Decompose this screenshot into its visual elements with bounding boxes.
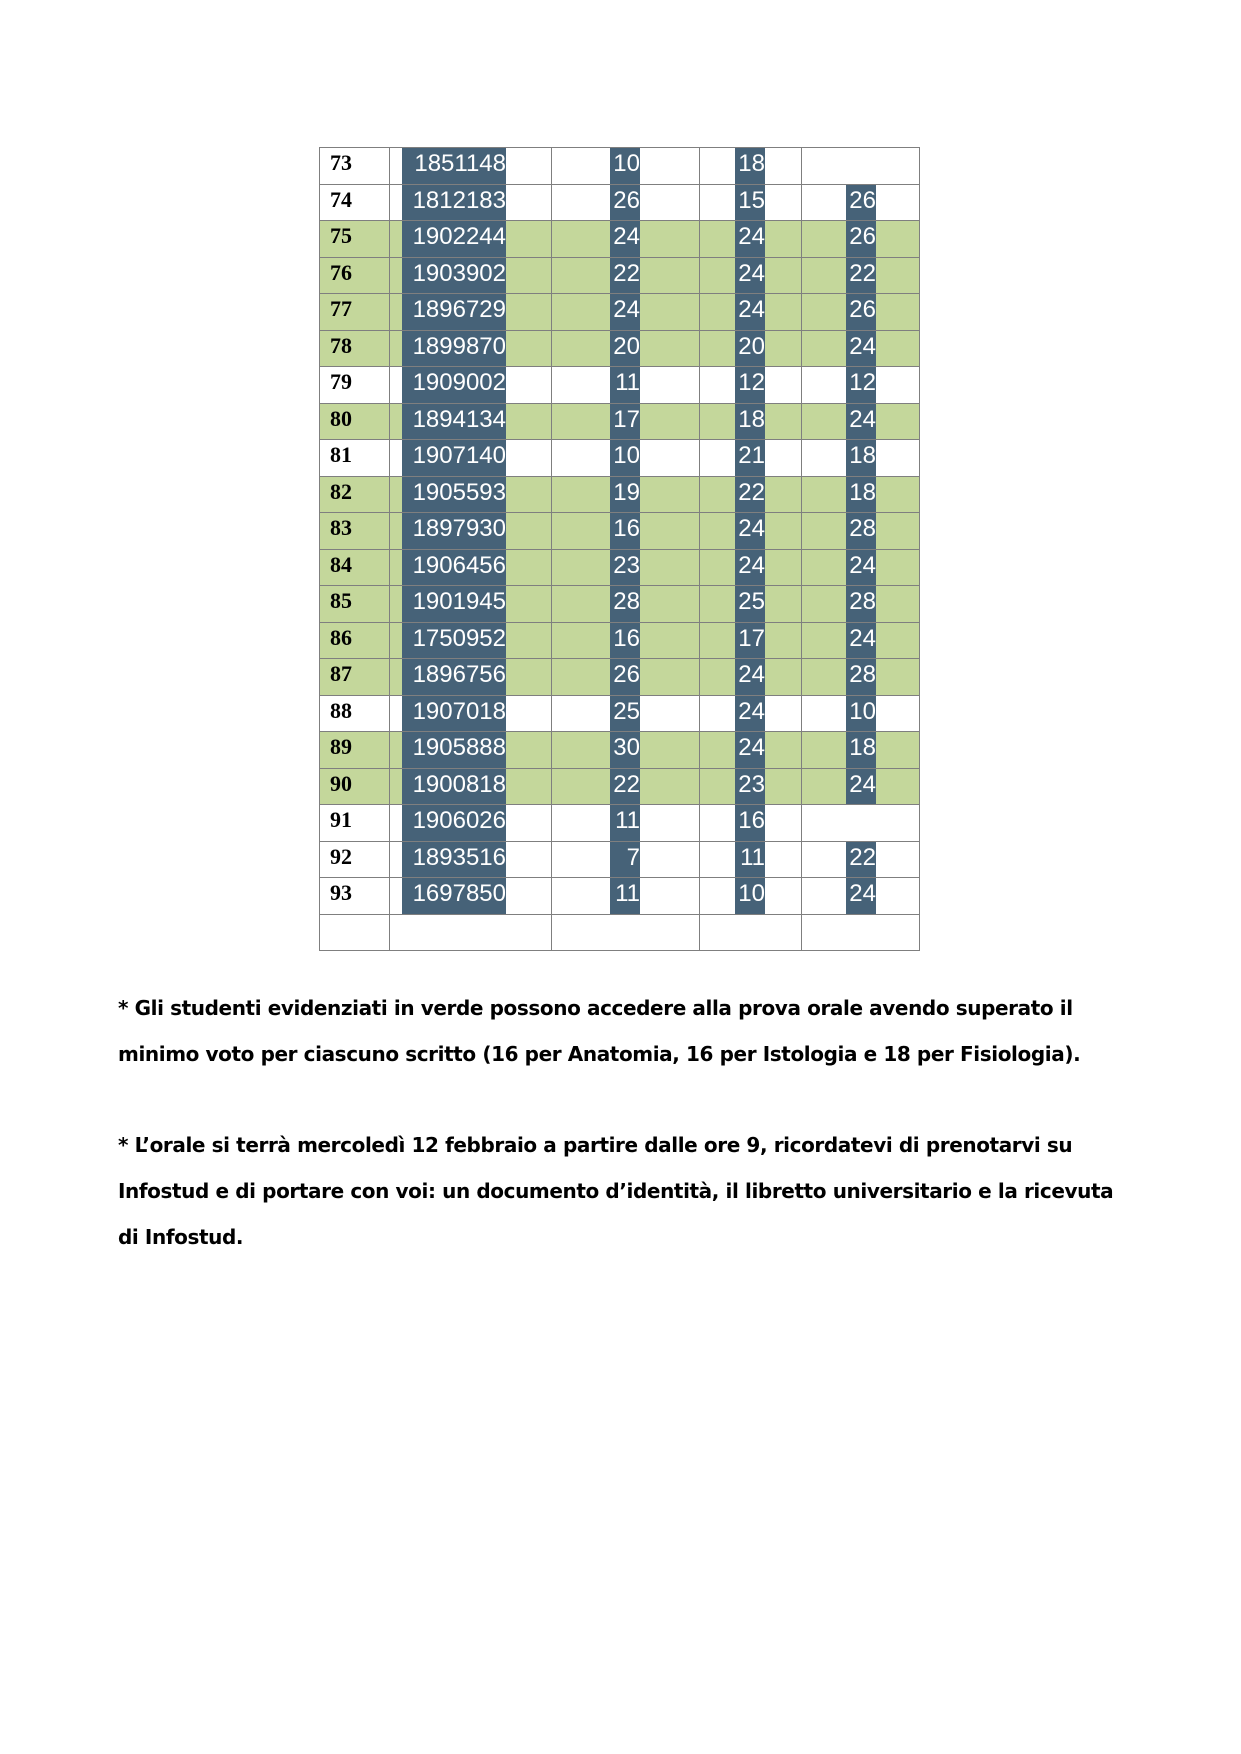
student-id: 1906026 bbox=[402, 805, 506, 842]
grade-2: 11 bbox=[735, 841, 765, 878]
student-id-cell bbox=[390, 768, 552, 805]
grade-1-cell bbox=[552, 805, 700, 842]
grade-3-cell bbox=[802, 184, 920, 221]
grade-2: 24 bbox=[735, 221, 765, 258]
grade-2: 20 bbox=[735, 330, 765, 367]
grade-2-cell bbox=[700, 476, 802, 513]
grade-3: 26 bbox=[846, 184, 876, 221]
grade-2-cell bbox=[700, 367, 802, 404]
grade-1: 26 bbox=[610, 184, 640, 221]
grade-2-cell bbox=[700, 294, 802, 331]
row-number: 93 bbox=[320, 878, 390, 915]
student-id-cell bbox=[390, 914, 552, 951]
grade-2: 24 bbox=[735, 257, 765, 294]
grade-3-cell bbox=[802, 768, 920, 805]
grade-1-cell bbox=[552, 257, 700, 294]
grade-1-cell bbox=[552, 841, 700, 878]
grade-1: 25 bbox=[610, 695, 640, 732]
table-row bbox=[320, 367, 920, 404]
grade-1: 23 bbox=[610, 549, 640, 586]
student-id-cell bbox=[390, 476, 552, 513]
table-row bbox=[320, 476, 920, 513]
grade-3: 22 bbox=[846, 841, 876, 878]
table-row bbox=[320, 695, 920, 732]
grade-1: 17 bbox=[610, 403, 640, 440]
grade-2-cell bbox=[700, 403, 802, 440]
table-row bbox=[320, 659, 920, 696]
grade-3: 18 bbox=[846, 476, 876, 513]
grade-1: 22 bbox=[610, 768, 640, 805]
grade-3-cell bbox=[802, 841, 920, 878]
table-row bbox=[320, 403, 920, 440]
grade-3-cell bbox=[802, 914, 920, 951]
student-id: 1907018 bbox=[402, 695, 506, 732]
row-number: 76 bbox=[320, 257, 390, 294]
table-row bbox=[320, 257, 920, 294]
student-id: 1903902 bbox=[402, 257, 506, 294]
grade-2-cell bbox=[700, 549, 802, 586]
grade-3: 28 bbox=[846, 659, 876, 696]
student-id-cell bbox=[390, 695, 552, 732]
grade-3-cell bbox=[802, 659, 920, 696]
grade-2-cell bbox=[700, 878, 802, 915]
grade-3-cell bbox=[802, 403, 920, 440]
row-number: 87 bbox=[320, 659, 390, 696]
row-number: 79 bbox=[320, 367, 390, 404]
grade-3: 24 bbox=[846, 878, 876, 915]
grade-1-cell bbox=[552, 148, 700, 185]
student-id: 1897930 bbox=[402, 513, 506, 550]
grade-3: 24 bbox=[846, 330, 876, 367]
table-row bbox=[320, 732, 920, 769]
table-row bbox=[320, 330, 920, 367]
table-row bbox=[320, 294, 920, 331]
grade-1-cell bbox=[552, 622, 700, 659]
table-row bbox=[320, 768, 920, 805]
student-id: 1905593 bbox=[402, 476, 506, 513]
grade-2: 24 bbox=[735, 549, 765, 586]
grade-2: 23 bbox=[735, 768, 765, 805]
grade-1-cell bbox=[552, 549, 700, 586]
row-number: 84 bbox=[320, 549, 390, 586]
row-number: 75 bbox=[320, 221, 390, 258]
grades-table bbox=[319, 147, 920, 951]
grade-2: 10 bbox=[735, 878, 765, 915]
note-oral-admission: * Gli studenti evidenziati in verde possono accedere alla prova orale avendo superato il minimo voto per ciascuno scritto (16 per Anatomia, 16 per Istologia e 18 per Fisiologia). bbox=[118, 996, 1081, 1066]
table-row bbox=[320, 513, 920, 550]
grade-1-cell bbox=[552, 586, 700, 623]
grade-3-cell bbox=[802, 294, 920, 331]
grade-3: 10 bbox=[846, 695, 876, 732]
student-id-cell bbox=[390, 221, 552, 258]
row-number: 74 bbox=[320, 184, 390, 221]
table-row bbox=[320, 586, 920, 623]
grade-1: 10 bbox=[610, 148, 640, 185]
row-number: 80 bbox=[320, 403, 390, 440]
grade-1-cell bbox=[552, 294, 700, 331]
student-id: 1899870 bbox=[402, 330, 506, 367]
table-row bbox=[320, 878, 920, 915]
note-oral-exam-info: * L’orale si terrà mercoledì 12 febbraio a partire dalle ore 9, ricordatevi di prenotarvi su Infostud e di portare con voi: un documento d’identità, il libretto universitario e la ricevuta di Infostud. bbox=[118, 1133, 1114, 1249]
grade-3: 22 bbox=[846, 257, 876, 294]
grade-1: 20 bbox=[610, 330, 640, 367]
grade-3-cell bbox=[802, 476, 920, 513]
table-row bbox=[320, 440, 920, 477]
grade-3-cell bbox=[802, 732, 920, 769]
grade-3-cell bbox=[802, 695, 920, 732]
student-id: 1812183 bbox=[402, 184, 506, 221]
grade-1: 26 bbox=[610, 659, 640, 696]
student-id-cell bbox=[390, 440, 552, 477]
grade-1: 10 bbox=[610, 440, 640, 477]
grade-1: 24 bbox=[610, 221, 640, 258]
grade-3: 28 bbox=[846, 513, 876, 550]
grade-2: 25 bbox=[735, 586, 765, 623]
grade-3: 24 bbox=[846, 403, 876, 440]
grade-2-cell bbox=[700, 732, 802, 769]
row-number: 78 bbox=[320, 330, 390, 367]
grade-3-cell bbox=[802, 257, 920, 294]
student-id-cell bbox=[390, 184, 552, 221]
grade-2: 15 bbox=[735, 184, 765, 221]
table-row bbox=[320, 148, 920, 185]
student-id: 1901945 bbox=[402, 586, 506, 623]
grade-1-cell bbox=[552, 768, 700, 805]
grade-2-cell bbox=[700, 841, 802, 878]
student-id: 1750952 bbox=[402, 622, 506, 659]
grade-3: 18 bbox=[846, 440, 876, 477]
grade-1-cell bbox=[552, 513, 700, 550]
student-id-cell bbox=[390, 586, 552, 623]
grade-1-cell bbox=[552, 659, 700, 696]
student-id-cell bbox=[390, 294, 552, 331]
grades-table-body bbox=[320, 148, 920, 951]
grade-3: 12 bbox=[846, 367, 876, 404]
grade-2-cell bbox=[700, 695, 802, 732]
grade-2-cell bbox=[700, 184, 802, 221]
grade-1-cell bbox=[552, 476, 700, 513]
grade-1: 11 bbox=[610, 805, 640, 842]
table-row bbox=[320, 549, 920, 586]
grade-1: 30 bbox=[610, 732, 640, 769]
grade-3-cell bbox=[802, 513, 920, 550]
table-row bbox=[320, 184, 920, 221]
row-number bbox=[320, 914, 390, 951]
student-id-cell bbox=[390, 878, 552, 915]
grade-3-cell bbox=[802, 148, 920, 185]
grade-2-cell bbox=[700, 914, 802, 951]
grade-1-cell bbox=[552, 732, 700, 769]
grade-2: 24 bbox=[735, 732, 765, 769]
student-id: 1902244 bbox=[402, 221, 506, 258]
student-id: 1900818 bbox=[402, 768, 506, 805]
row-number: 83 bbox=[320, 513, 390, 550]
student-id: 1697850 bbox=[402, 878, 506, 915]
grade-3: 28 bbox=[846, 586, 876, 623]
grade-1: 16 bbox=[610, 622, 640, 659]
student-id-cell bbox=[390, 148, 552, 185]
grade-1: 11 bbox=[610, 367, 640, 404]
student-id-cell bbox=[390, 622, 552, 659]
grade-3-cell bbox=[802, 367, 920, 404]
row-number: 86 bbox=[320, 622, 390, 659]
student-id-cell bbox=[390, 732, 552, 769]
table-row bbox=[320, 914, 920, 951]
grade-3-cell bbox=[802, 586, 920, 623]
student-id-cell bbox=[390, 367, 552, 404]
grade-1-cell bbox=[552, 184, 700, 221]
student-id: 1896729 bbox=[402, 294, 506, 331]
student-id: 1909002 bbox=[402, 367, 506, 404]
student-id: 1905888 bbox=[402, 732, 506, 769]
grade-1-cell bbox=[552, 440, 700, 477]
row-number: 81 bbox=[320, 440, 390, 477]
grade-2-cell bbox=[700, 513, 802, 550]
grade-1-cell bbox=[552, 330, 700, 367]
grade-3-cell bbox=[802, 221, 920, 258]
grade-2: 24 bbox=[735, 695, 765, 732]
grade-1-cell bbox=[552, 403, 700, 440]
grade-3-cell bbox=[802, 622, 920, 659]
grade-2: 24 bbox=[735, 659, 765, 696]
grade-2: 22 bbox=[735, 476, 765, 513]
grade-1-cell bbox=[552, 878, 700, 915]
student-id-cell bbox=[390, 257, 552, 294]
grade-2-cell bbox=[700, 257, 802, 294]
student-id-cell bbox=[390, 549, 552, 586]
grade-2: 12 bbox=[735, 367, 765, 404]
grade-2: 24 bbox=[735, 294, 765, 331]
student-id: 1907140 bbox=[402, 440, 506, 477]
grade-1: 11 bbox=[610, 878, 640, 915]
grade-3: 24 bbox=[846, 622, 876, 659]
grade-2: 18 bbox=[735, 403, 765, 440]
grade-2: 17 bbox=[735, 622, 765, 659]
row-number: 89 bbox=[320, 732, 390, 769]
row-number: 82 bbox=[320, 476, 390, 513]
grade-2-cell bbox=[700, 768, 802, 805]
grade-1-cell bbox=[552, 914, 700, 951]
grade-2-cell bbox=[700, 805, 802, 842]
student-id: 1893516 bbox=[402, 841, 506, 878]
student-id: 1851148 bbox=[402, 148, 506, 185]
grade-3: 26 bbox=[846, 294, 876, 331]
grade-3: 24 bbox=[846, 549, 876, 586]
student-id-cell bbox=[390, 659, 552, 696]
row-number: 92 bbox=[320, 841, 390, 878]
student-id: 1894134 bbox=[402, 403, 506, 440]
grade-1: 7 bbox=[610, 841, 640, 878]
grade-2-cell bbox=[700, 586, 802, 623]
grade-1-cell bbox=[552, 221, 700, 258]
grade-2-cell bbox=[700, 622, 802, 659]
student-id-cell bbox=[390, 513, 552, 550]
grade-2-cell bbox=[700, 440, 802, 477]
table-row bbox=[320, 805, 920, 842]
grade-1: 24 bbox=[610, 294, 640, 331]
student-id-cell bbox=[390, 805, 552, 842]
grade-2-cell bbox=[700, 148, 802, 185]
grade-3-cell bbox=[802, 549, 920, 586]
row-number: 77 bbox=[320, 294, 390, 331]
table-row bbox=[320, 221, 920, 258]
grade-2: 18 bbox=[735, 148, 765, 185]
row-number: 90 bbox=[320, 768, 390, 805]
grade-2: 16 bbox=[735, 805, 765, 842]
grade-3-cell bbox=[802, 330, 920, 367]
student-id: 1906456 bbox=[402, 549, 506, 586]
student-id-cell bbox=[390, 330, 552, 367]
student-id: 1896756 bbox=[402, 659, 506, 696]
row-number: 73 bbox=[320, 148, 390, 185]
grade-3-cell bbox=[802, 440, 920, 477]
table-row bbox=[320, 622, 920, 659]
grade-3: 24 bbox=[846, 768, 876, 805]
row-number: 91 bbox=[320, 805, 390, 842]
row-number: 85 bbox=[320, 586, 390, 623]
student-id-cell bbox=[390, 841, 552, 878]
row-number: 88 bbox=[320, 695, 390, 732]
student-id-cell bbox=[390, 403, 552, 440]
grade-1: 19 bbox=[610, 476, 640, 513]
grade-1: 28 bbox=[610, 586, 640, 623]
grade-2-cell bbox=[700, 221, 802, 258]
grade-2: 24 bbox=[735, 513, 765, 550]
grade-2-cell bbox=[700, 330, 802, 367]
grade-3-cell bbox=[802, 878, 920, 915]
grade-3-cell bbox=[802, 805, 920, 842]
grade-1-cell bbox=[552, 695, 700, 732]
grade-2: 21 bbox=[735, 440, 765, 477]
grade-1: 22 bbox=[610, 257, 640, 294]
grade-3: 26 bbox=[846, 221, 876, 258]
grade-2-cell bbox=[700, 659, 802, 696]
grade-3: 18 bbox=[846, 732, 876, 769]
table-row bbox=[320, 841, 920, 878]
grade-1-cell bbox=[552, 367, 700, 404]
grade-1: 16 bbox=[610, 513, 640, 550]
